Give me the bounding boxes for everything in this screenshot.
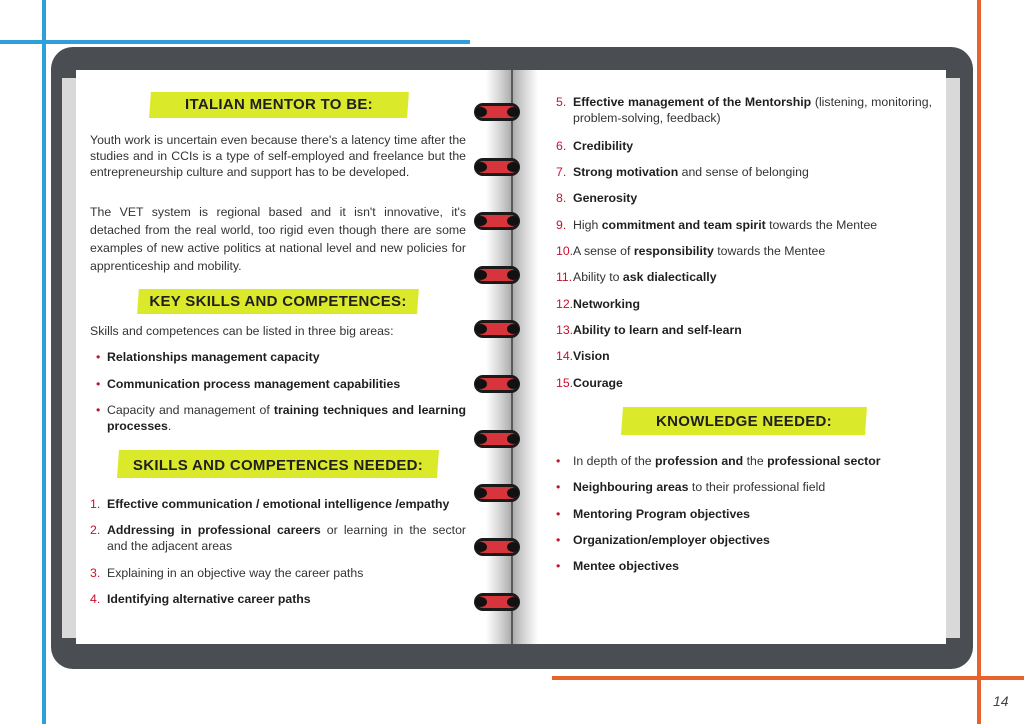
frame-line-orange-vertical [977, 0, 981, 724]
knowledge-heading: KNOWLEDGE NEEDED: [622, 406, 866, 436]
bullet-dot: • [96, 350, 101, 364]
binder-ring [474, 320, 520, 338]
bullet-dot: • [96, 403, 101, 417]
competence-item: 12. Networking [556, 297, 640, 311]
needed-item: 3. Explaining in an objective way the career paths [90, 566, 364, 580]
key-skills-heading: KEY SKILLS AND COMPETENCES: [138, 286, 418, 316]
item-number: 7. [556, 165, 567, 179]
competence-item: 15. Courage [556, 376, 623, 390]
page-number: 14 [993, 693, 1009, 709]
competence-item: 11. Ability to ask dialectically [556, 270, 717, 284]
item-number: 10. [556, 244, 574, 258]
binder-ring [474, 103, 520, 121]
item-number: 9. [556, 218, 567, 232]
competence-item: 7. Strong motivation and sense of belonging [556, 165, 809, 179]
skills-needed-heading: SKILLS AND COMPETENCES NEEDED: [118, 450, 438, 480]
frame-line-orange-horizontal [552, 676, 1024, 680]
bullet-dot: • [96, 377, 101, 391]
binder-ring [474, 538, 520, 556]
bullet-dot: • [556, 480, 561, 494]
competence-item: 9. High commitment and team spirit towards the Mentee [556, 218, 878, 232]
competence-item: 10. A sense of responsibility towards the Mentee [556, 244, 826, 258]
knowledge-item: • Mentee objectives [556, 559, 679, 573]
area-item: • Communication process management capabilities [96, 377, 401, 391]
bullet-dot: • [556, 533, 561, 547]
competence-item: 5. Effective management of the Mentorship (listening, monitoring, problem-solving, feedback) [556, 95, 932, 125]
item-number: 15. [556, 376, 574, 390]
bullet-dot: • [556, 559, 561, 573]
knowledge-item: • In depth of the profession and the professional sector [556, 454, 881, 468]
binder-ring [474, 484, 520, 502]
binder-ring [474, 593, 520, 611]
spine-line [511, 70, 513, 644]
needed-item: 1. Effective communication / emotional intelligence /empathy [90, 497, 450, 511]
knowledge-item: • Neighbouring areas to their professional field [556, 480, 826, 494]
item-number: 13. [556, 323, 574, 337]
frame-line-blue-vertical [42, 0, 46, 724]
competence-item: 8. Generosity [556, 191, 638, 205]
item-number: 12. [556, 297, 574, 311]
competence-item: 6. Credibility [556, 139, 634, 153]
bullet-dot: • [556, 507, 561, 521]
item-number: 6. [556, 139, 567, 153]
competence-item: 14. Vision [556, 349, 610, 363]
area-item: • Capacity and management of training techniques and learning processes. [96, 403, 466, 433]
frame-line-blue-horizontal [0, 40, 470, 44]
needed-item: 4. Identifying alternative career paths [90, 592, 311, 606]
key-skills-intro: Skills and competences can be listed in three big areas: [90, 324, 394, 338]
binder-ring [474, 158, 520, 176]
knowledge-item: • Organization/employer objectives [556, 533, 770, 547]
item-number: 11. [556, 270, 573, 284]
binder-ring [474, 375, 520, 393]
item-number: 14. [556, 349, 574, 363]
item-number: 5. [556, 95, 567, 109]
italian-mentor-heading: ITALIAN MENTOR TO BE: [150, 90, 408, 120]
item-number: 8. [556, 191, 567, 205]
intro-paragraph-1: Youth work is uncertain even because there's a latency time after the studies and in CCIs is a type of self-employed and freelance but the entrepreneurship culture and support has to be developed. [90, 133, 466, 179]
area-item: • Relationships management capacity [96, 350, 320, 364]
intro-paragraph-2: The VET system is regional based and it isn't innovative, it's detached from the real world, too rigid even though there are some examples of new active politics at national level and new policies for apprenticeship and mobility. [90, 205, 466, 273]
bullet-dot: • [556, 454, 561, 468]
knowledge-item: • Mentoring Program objectives [556, 507, 750, 521]
binder-ring [474, 212, 520, 230]
binder-ring [474, 266, 520, 284]
needed-item: 2. Addressing in professional careers or learning in the sector and the adjacent areas [90, 523, 466, 553]
binder-ring [474, 430, 520, 448]
competence-item: 13. Ability to learn and self-learn [556, 323, 742, 337]
